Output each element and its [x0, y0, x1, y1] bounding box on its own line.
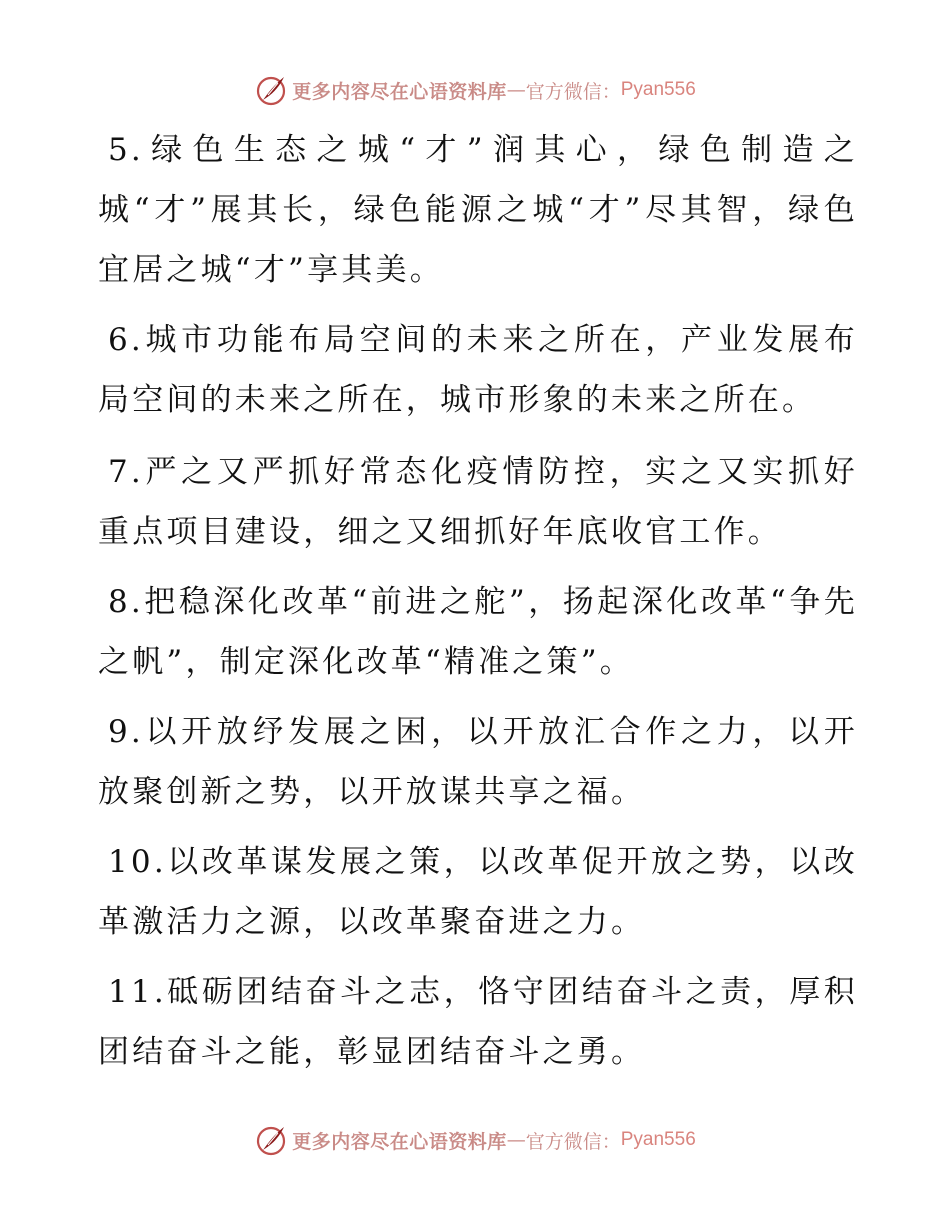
list-item: 6.城市功能布局空间的未来之所在，产业发展布局空间的未来之所在，城市形象的未来之所在。	[98, 322, 858, 418]
list-item: 10.以改革谋发展之策，以改革促开放之势，以改革激活力之源，以改革聚奋进之力。	[98, 844, 858, 940]
watermark-main-text: 更多内容尽在心语资料库	[292, 1130, 507, 1153]
list-item: 5.绿色生态之城“才”润其心，绿色制造之城“才”展其长，绿色能源之城“才”尽其智，绿色宜居之城“才”享其美。	[98, 132, 858, 288]
list-item: 11.砥砺团结奋斗之志，恪守团结奋斗之责，厚积团结奋斗之能，彰显团结奋斗之勇。	[98, 974, 858, 1070]
watermark-separator: —	[506, 79, 526, 101]
list-item: 9.以开放纾发展之困，以开放汇合作之力，以开放聚创新之势，以开放谋共享之福。	[98, 714, 858, 810]
footer-watermark	[0, 1120, 950, 1160]
header-watermark	[0, 70, 950, 110]
watermark-main-text: 更多内容尽在心语资料库	[292, 80, 507, 103]
watermark-label: 官方微信：	[525, 1130, 621, 1153]
list-item: 8.把稳深化改革“前进之舵”，扬起深化改革“争先之帆”，制定深化改革“精准之策”。	[98, 584, 858, 680]
watermark-contact: Pyan556	[620, 79, 696, 100]
watermark-separator: —	[506, 1129, 526, 1151]
watermark-contact: Pyan556	[620, 1129, 696, 1150]
list-item: 7.严之又严抓好常态化疫情防控，实之又实抓好重点项目建设，细之又细抓好年底收官工作。	[98, 454, 858, 550]
watermark-label: 官方微信：	[525, 80, 621, 103]
document-body	[98, 120, 858, 1092]
feather-quill-logo-icon	[254, 73, 288, 107]
feather-quill-logo-icon	[254, 1123, 288, 1157]
